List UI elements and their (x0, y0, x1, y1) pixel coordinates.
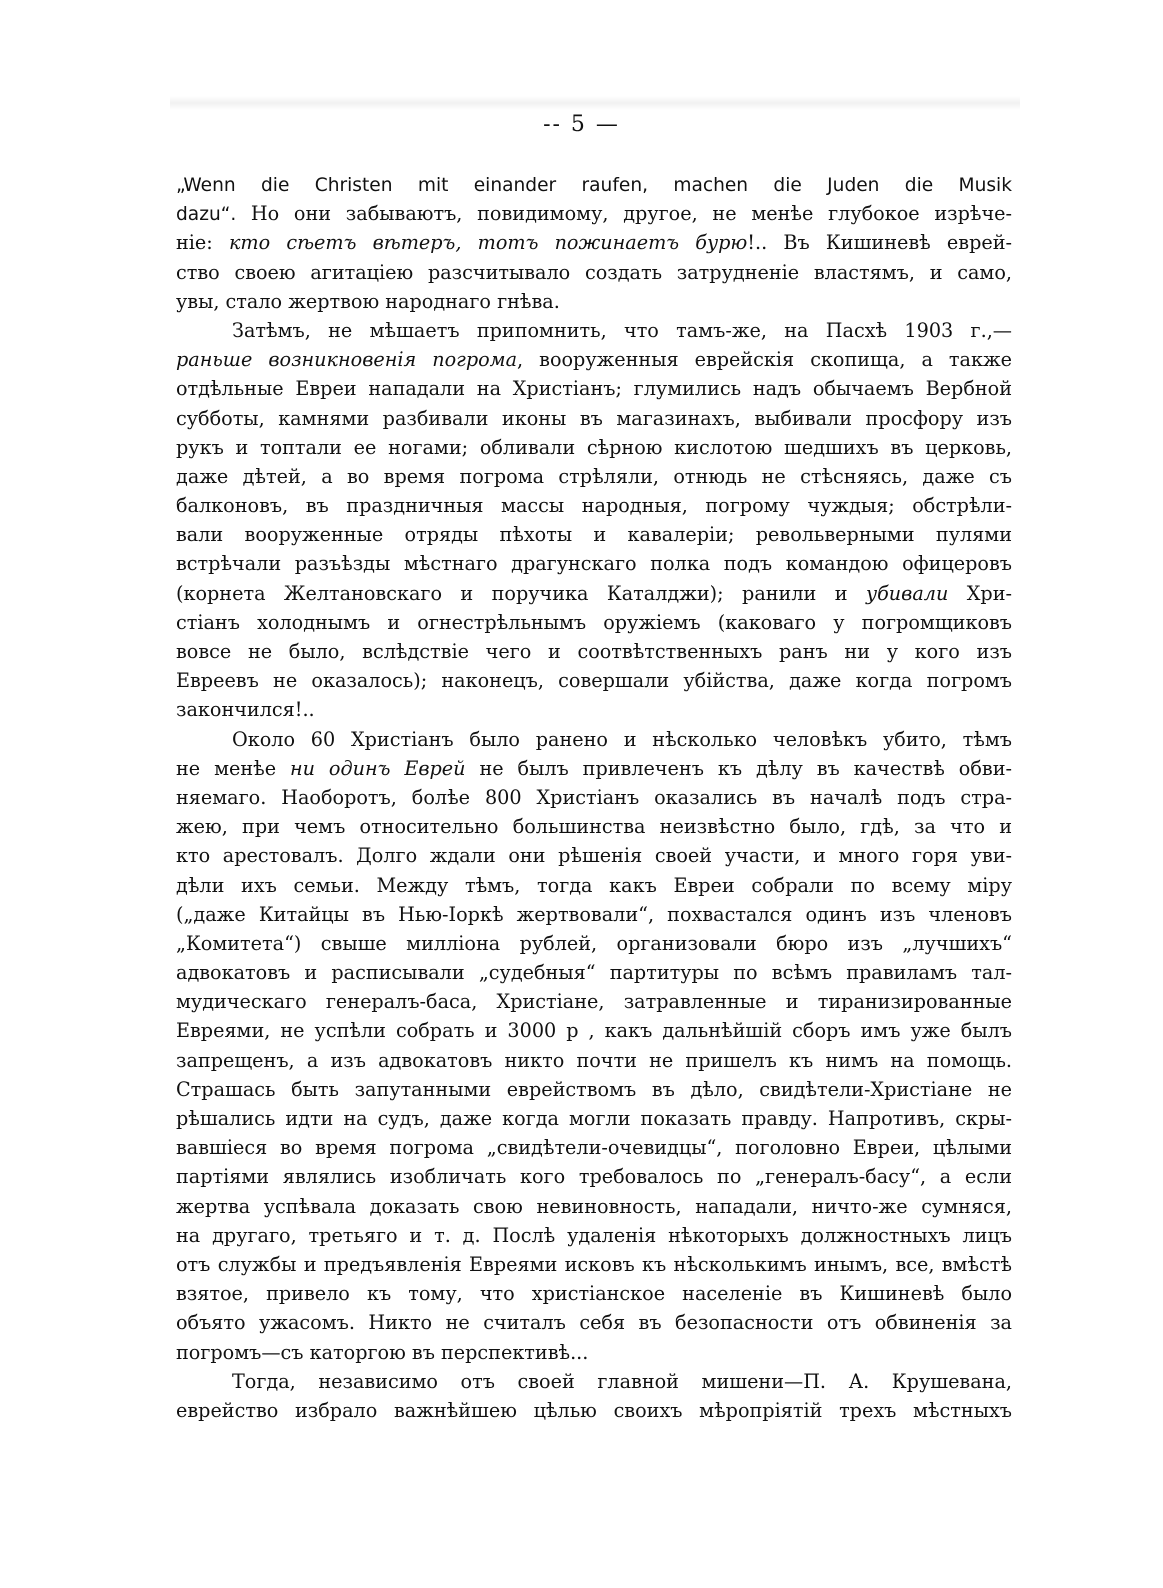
text-segment: на другаго, третьяго и т. д. Послѣ удаленія нѣкоторыхъ должностныхъ лицъ (176, 1223, 1012, 1247)
text-line (176, 871, 1012, 900)
body-text (176, 170, 1012, 1425)
text-line (176, 900, 1012, 929)
text-segment: вавшіеся во время погрома „свидѣтели-очевидцы“, поголовно Евреи, цѣлыми (176, 1136, 1012, 1160)
text-segment: !.. Въ Кишиневѣ еврей- (747, 231, 1012, 255)
text-segment: „Комитета“) свыше милліона рублей, организовали бюро изъ „лучшихъ“ (176, 931, 1012, 955)
text-segment: увы, стало жертвою народнаго гнѣва. (176, 289, 560, 313)
text-segment: партіями являлись изобличать кого требовалось по „генералъ-басу“, а если (176, 1165, 1012, 1189)
text-segment: мудическаго генералъ-баса, Христіане, затравленные и тиранизированные (176, 990, 1012, 1014)
text-line (176, 1104, 1012, 1133)
text-line (176, 228, 1012, 257)
text-line (176, 1279, 1012, 1308)
text-segment: „Wenn die Christen mit einander raufen, machen die Juden die Musik (176, 175, 1012, 196)
text-segment: няемаго. Наоборотъ, болѣе 800 Христіанъ оказались въ началѣ подъ стра- (176, 785, 1012, 809)
emphasis-text: кто сѣетъ вѣтеръ, тотъ пожинаетъ бурю (228, 231, 748, 255)
text-line (176, 491, 1012, 520)
text-segment: („даже Китайцы въ Нью-Іоркѣ жертвовали“, похвастался одинъ изъ членовъ (176, 902, 1012, 926)
text-line (176, 812, 1012, 841)
text-segment: отдѣльные Евреи нападали на Христіанъ; глумились надъ обычаемъ Вербной (176, 377, 1012, 401)
text-line (176, 1046, 1012, 1075)
text-line (176, 929, 1012, 958)
text-line (176, 287, 1012, 316)
text-line (176, 462, 1012, 491)
text-segment: жертва успѣвала доказать свою невиновность, нападали, ничто-же сумняся, (176, 1194, 1012, 1218)
text-line (176, 199, 1012, 228)
text-line (176, 1367, 1012, 1396)
emphasis-text: раньше возникновенія погрома (176, 348, 518, 372)
text-segment: вовсе не было, вслѣдствіе чего и соотвѣтственныхъ ранъ ни у кого изъ (176, 640, 1012, 663)
paragraph (176, 170, 1012, 316)
text-segment: стіанъ холоднымъ и огнестрѣльнымъ оружіемъ (каковаго у погромщиковъ (176, 610, 1012, 634)
text-segment: не менѣе (176, 756, 290, 780)
text-segment: объято ужасомъ. Никто не считалъ себя въ безопасности отъ обвиненія за (176, 1311, 1012, 1335)
text-segment: закончился!.. (176, 698, 315, 722)
text-line (176, 1338, 1012, 1367)
text-line (176, 433, 1012, 462)
text-segment: Страшась быть запутанными еврействомъ въ дѣло, свидѣтели-Христіане не (176, 1077, 1012, 1101)
text-line (176, 1308, 1012, 1337)
text-line (176, 695, 1012, 724)
text-line (176, 1221, 1012, 1250)
text-segment: запрещенъ, а изъ адвокатовъ никто почти не пришелъ къ нимъ на помощь. (176, 1048, 1012, 1072)
text-line (176, 958, 1012, 987)
text-line (176, 170, 1012, 199)
text-line (176, 374, 1012, 403)
text-line (176, 1250, 1012, 1279)
text-segment: дѣли ихъ семьи. Между тѣмъ, тогда какъ Евреи собрали по всему міру (176, 873, 1012, 897)
text-segment: встрѣчали разъѣзды мѣстнаго драгунскаго полка подъ командою офицеровъ (176, 552, 1012, 576)
text-segment: (корнета Желтановскаго и поручика Каталджи); ранили и (176, 581, 866, 605)
paragraph (176, 1367, 1012, 1425)
text-line (176, 666, 1012, 695)
text-segment: балконовъ, въ праздничныя массы народныя, погрому чуждыя; обстрѣли- (176, 494, 1012, 518)
text-segment: Затѣмъ, не мѣшаетъ припомнить, что тамъ-же, на Пасхѣ 1903 г.,— (232, 318, 1012, 342)
text-segment: Хри- (948, 581, 1012, 605)
text-line (176, 1133, 1012, 1162)
text-segment: Евреевъ не оказалось); наконецъ, совершали убійства, даже когда погромъ (176, 669, 1012, 693)
text-segment: ніе: (176, 231, 229, 255)
text-segment: взятое, привело къ тому, что христіанское населеніе въ Кишиневѣ было (176, 1282, 1012, 1306)
text-line (176, 725, 1012, 754)
text-line (176, 520, 1012, 549)
text-segment: кто арестовалъ. Долго ждали они рѣшенія своей участи, и много горя уви- (176, 844, 1012, 868)
text-segment: не былъ привлеченъ къ дѣлу въ качествѣ обви- (465, 756, 1012, 780)
text-line (176, 1075, 1012, 1104)
text-line (176, 1192, 1012, 1221)
text-line (176, 579, 1012, 608)
page-number: -- 5 — (543, 112, 620, 137)
text-line (176, 841, 1012, 870)
text-segment: ство своею агитаціею разсчитывало создать затрудненіе властямъ, и само, (176, 260, 1012, 284)
text-segment: субботы, камнями разбивали иконы въ магазинахъ, выбивали просфору изъ (176, 406, 1012, 430)
emphasis-text: убивали (865, 581, 949, 605)
text-segment: вали вооруженные отряды пѣхоты и кавалеріи; револьверными пулями (176, 523, 1012, 547)
text-segment: , вооруженныя еврейскія скопища, а также (517, 348, 1012, 372)
text-segment: Евреями, не успѣли собрать и 3000 р , какъ дальнѣйшій сборъ имъ уже былъ (176, 1019, 1012, 1043)
text-line (176, 987, 1012, 1016)
text-line (176, 549, 1012, 578)
text-segment: Тогда, независимо отъ своей главной мишени—П. А. Крушевана, (232, 1369, 1012, 1393)
text-segment: адвокатовъ и расписывали „судебныя“ партитуры по всѣмъ правиламъ тал- (176, 961, 1012, 985)
text-line (176, 608, 1012, 637)
text-line (176, 316, 1012, 345)
paragraph (176, 725, 1012, 1367)
text-segment: Около 60 Христіанъ было ранено и нѣсколько человѣкъ убито, тѣмъ (232, 727, 1012, 751)
text-segment: даже дѣтей, а во время погрома стрѣляли, отнюдь не стѣсняясь, даже съ (176, 464, 1012, 488)
text-line (176, 258, 1012, 287)
text-line (176, 1162, 1012, 1191)
paragraph (176, 316, 1012, 725)
text-segment: жею, при чемъ относительно большинства неизвѣстно было, гдѣ, за что и (176, 815, 1012, 839)
text-segment: dazu“. (176, 204, 251, 226)
text-line (176, 1396, 1012, 1425)
text-segment: рѣшались идти на судъ, даже когда могли показать правду. Напротивъ, скры- (176, 1107, 1012, 1130)
text-segment: погромъ—съ каторгою въ перспективѣ... (176, 1340, 589, 1364)
text-line (176, 754, 1012, 783)
emphasis-text: ни одинъ Еврей (290, 756, 466, 780)
text-line (176, 783, 1012, 812)
text-segment: Но они забываютъ, повидимому, другое, не менѣе глубокое изрѣче- (250, 202, 1012, 226)
page-header-band (170, 96, 1020, 110)
text-segment: рукъ и топтали ее ногами; обливали сѣрною кислотою шедшихъ въ церковь, (176, 435, 1012, 459)
text-line (176, 345, 1012, 374)
text-segment: отъ службы и предъявленія Евреями исковъ къ нѣсколькимъ инымъ, все, вмѣстѣ (176, 1252, 1012, 1276)
text-line (176, 404, 1012, 433)
text-segment: еврейство избрало важнѣйшею цѣлью своихъ мѣропріятій трехъ мѣстныхъ (176, 1398, 1012, 1422)
text-line (176, 637, 1012, 666)
text-line (176, 1016, 1012, 1045)
